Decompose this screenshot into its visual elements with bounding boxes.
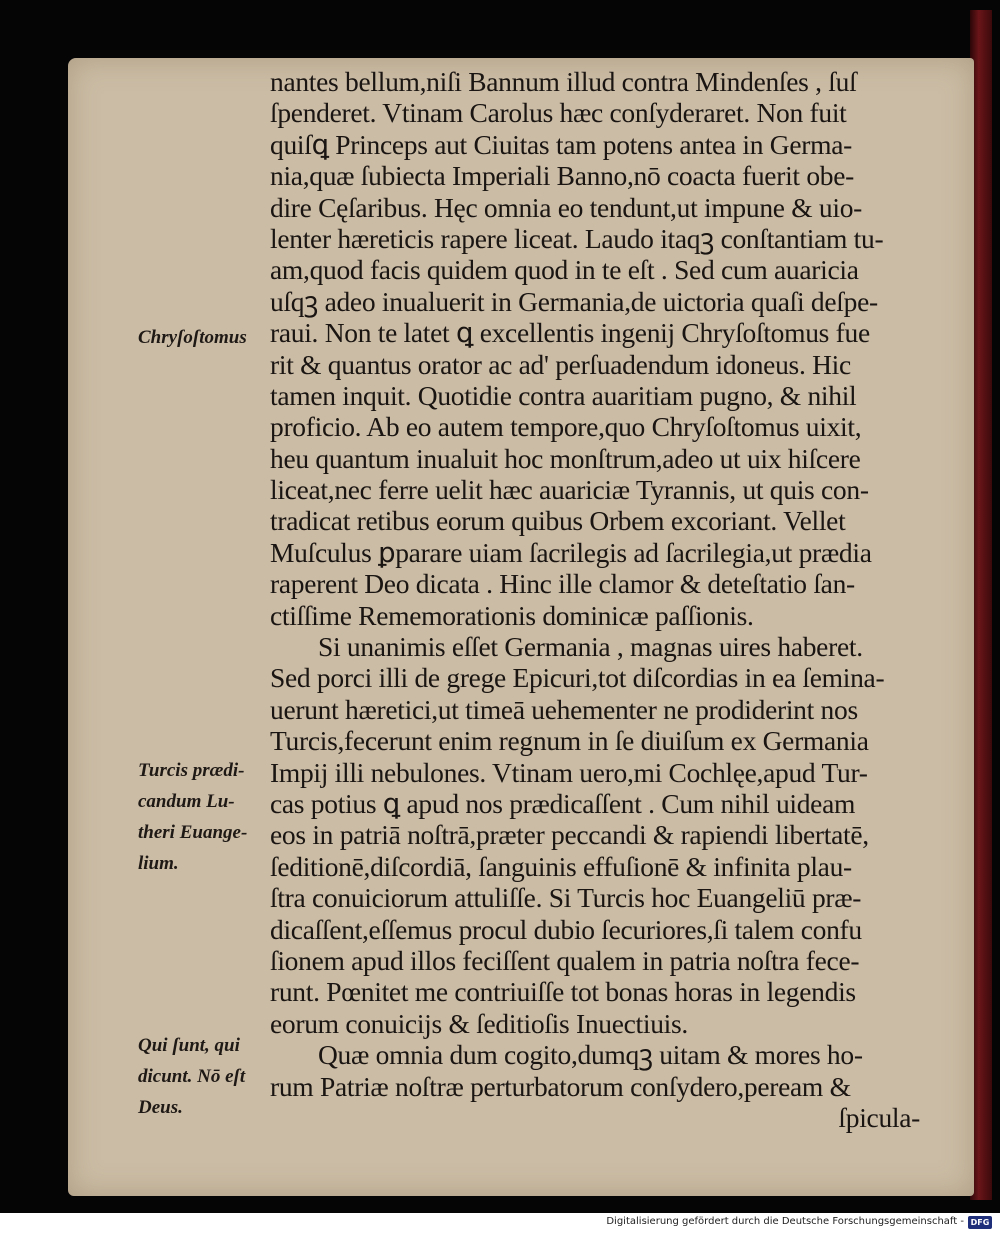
text-line: Si unanimis eſſet Germania , magnas uires haberet. <box>318 631 863 663</box>
text-line: rit & quantus orator ac ad' perſuadendum idoneus. Hic <box>270 348 851 380</box>
text-line: eorum conuicijs & ſeditioſis Inuectiuis. <box>270 1007 688 1039</box>
marginal-note-turcis <box>138 755 266 879</box>
marginal-note-line: Turcis prædi- <box>138 760 245 781</box>
text-line: ſionem apud illos feciſſent qualem in patria noſtra fece- <box>270 944 860 976</box>
text-line: rum Patriæ noſtræ perturbatorum conſydero,peream & <box>270 1070 851 1102</box>
text-line: dicaſſent,eſſemus procul dubio ſecuriores,ſi talem confu <box>270 913 862 945</box>
dfg-logo-icon[interactable]: DFG <box>968 1216 992 1229</box>
text-line: uerunt hæretici,ut timeā uehementer ne prodiderint nos <box>270 693 858 725</box>
text-line: ſpicula- <box>838 1101 920 1133</box>
text-line: nantes bellum,niſi Bannum illud contra Mindenſes , ſuſ <box>270 66 857 97</box>
marginal-note-chrysostomus <box>138 322 266 353</box>
text-line: uſqꝫ adeo inualuerit in Germania,de uictoria quaſi deſpe- <box>270 285 878 317</box>
text-line: ſpenderet. Vtinam Carolus hæc conſyderaret. Non fuit <box>270 97 847 129</box>
text-line: raperent Deo dicata . Hinc ille clamor & deteſtatio ſan- <box>270 568 855 600</box>
text-line: eos in patriā noſtrā,præter peccandi & rapiendi libertatē, <box>270 819 869 851</box>
text-line: raui. Non te latet ꝗ excellentis ingenij Chryſoſtomus fue <box>270 317 870 349</box>
text-line: quiſꝗ Princeps aut Ciuitas tam potens antea in Germa- <box>270 128 852 160</box>
text-line: cas potius ꝗ apud nos prædicaſſent . Cum nihil uideam <box>270 787 856 819</box>
text-line: Impij illi nebulones. Vtinam uero,mi Cochlęe,apud Tur- <box>270 756 868 788</box>
text-line: Turcis,fecerunt enim regnum in ſe diuiſum ex Germania <box>270 725 869 757</box>
main-text-block <box>270 66 920 1133</box>
text-line: tradicat retibus eorum quibus Orbem excoriant. Vellet <box>270 505 846 537</box>
text-line: ſtra conuiciorum attuliſſe. Si Turcis hoc Euangeliū præ- <box>270 882 862 914</box>
marginal-note-line: dicunt. Nō eſt <box>138 1066 246 1087</box>
marginal-note-line: candum Lu- <box>138 791 235 812</box>
marginal-note-line: Qui ſunt, qui <box>138 1035 240 1056</box>
digitization-footer <box>0 1213 1000 1233</box>
marginal-note-line: Chryſoſtomus <box>138 327 247 348</box>
text-line: Quæ omnia dum cogito,dumqꝫ uitam & mores ho- <box>318 1039 863 1071</box>
marginal-note-line: lium. <box>138 853 179 874</box>
marginal-note-line: Deus. <box>138 1097 183 1118</box>
marginal-note-line: theri Euange- <box>138 822 248 843</box>
text-line: ctiſſime Rememorationis dominicæ paſſionis. <box>270 599 754 631</box>
text-line: tamen inquit. Quotidie contra auaritiam pugno, & nihil <box>270 379 857 411</box>
marginal-note-qui-sunt <box>138 1030 266 1123</box>
text-line: Sed porci illi de grege Epicuri,tot diſcordias in ea ſemina- <box>270 662 885 694</box>
text-line: heu quantum inualuit hoc monſtrum,adeo ut uix hiſcere <box>270 442 861 474</box>
text-line: liceat,nec ferre uelit hæc auariciæ Tyrannis, ut quis con- <box>270 474 869 506</box>
text-line: runt. Pœnitet me contriuiſſe tot bonas horas in legendis <box>270 976 856 1008</box>
text-line: ſeditionē,diſcordiā, ſanguinis effuſionē & infinita plau- <box>270 850 852 882</box>
text-line: am,quod facis quidem quod in te eſt . Sed cum auaricia <box>270 254 859 286</box>
text-line: proficio. Ab eo autem tempore,quo Chryſoſtomus uixit, <box>270 411 862 443</box>
text-line: lenter hæreticis rapere liceat. Laudo itaqꝫ conſtantiam tu- <box>270 222 884 254</box>
text-line: Muſculus ꝑparare uiam ſacrilegis ad ſacrilegia,ut prædia <box>270 536 872 568</box>
text-line: dire Cęſaribus. Hęc omnia eo tendunt,ut impune & uio- <box>270 191 863 223</box>
text-line: nia,quæ ſubiecta Imperiali Banno,nō coacta fuerit obe- <box>270 160 854 192</box>
footer-credit: Digitalisierung gefördert durch die Deutsche Forschungsgemeinschaft - <box>606 1216 964 1227</box>
